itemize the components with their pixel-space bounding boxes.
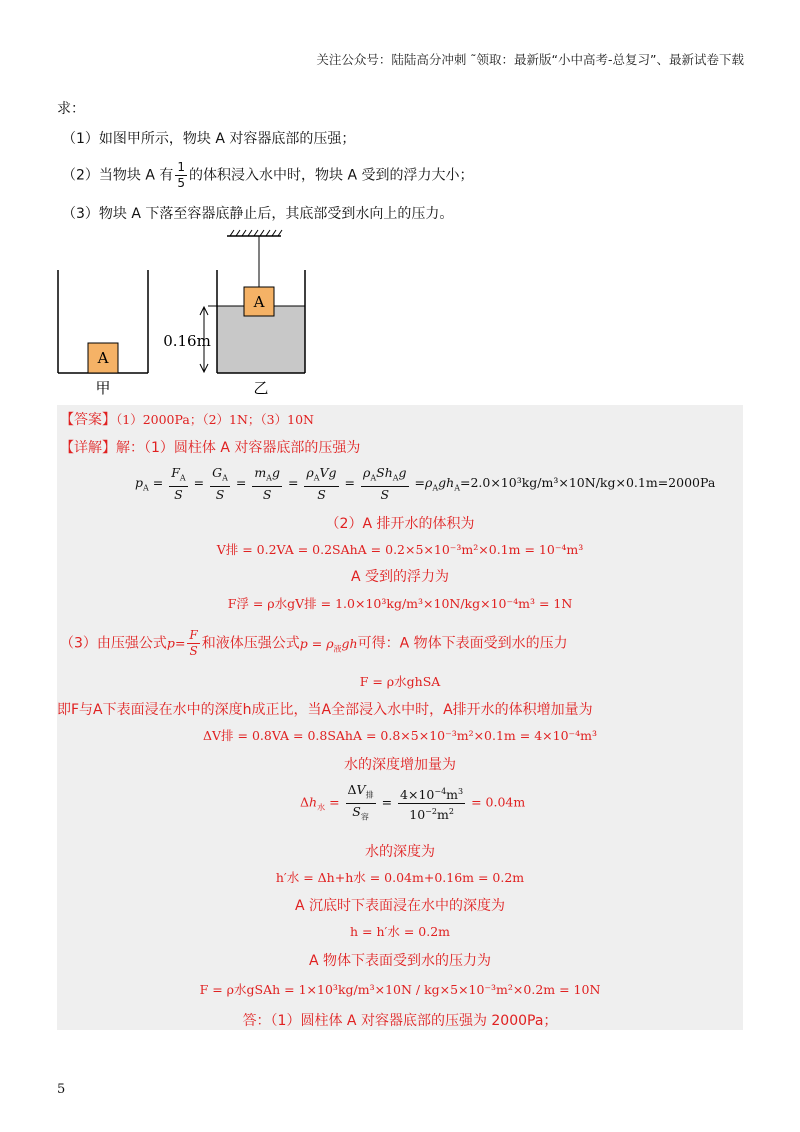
equation-1-tail: =2.0×10³kg/m³×10N/kg×0.1m=2000Pa bbox=[459, 474, 716, 490]
question-2-before: （2）当物块 A 有 bbox=[62, 167, 174, 184]
question-2-fraction-num: 1 bbox=[177, 160, 186, 174]
detail-line bbox=[60, 437, 360, 457]
question-1: （1）如图甲所示，物块 A 对容器底部的压强； bbox=[62, 131, 356, 147]
block-a-jia: A bbox=[97, 349, 109, 367]
equation-2: V排 = 0.2VA = 0.2SAhA = 0.2×5×10⁻³m²×0.1m = 10⁻⁴m³ bbox=[216, 542, 584, 557]
answer-line bbox=[60, 409, 314, 429]
question-3: （3）物块 A 下落至容器底静止后，其底部受到水向上的压力。 bbox=[62, 206, 454, 222]
container-yi bbox=[200, 230, 305, 373]
answer-tag: 【答案】 bbox=[60, 412, 116, 428]
equation-7: h′水 = Δh+h水 = 0.04m+0.16m = 0.2m bbox=[275, 870, 525, 885]
equation-4: F = ρ水ghSA bbox=[359, 674, 441, 689]
answer-text: （1）2000Pa；（2）1N；（3）10N bbox=[116, 412, 314, 427]
caption-jia: 甲 bbox=[95, 379, 111, 397]
final-answer: 答：（1）圆柱体 A 对容器底部的压强为 2000Pa； bbox=[242, 1013, 558, 1029]
equation-3: F浮 = ρ水gV排 = 1.0×10³kg/m³×10N/kg×10⁻⁴m³ = 1N bbox=[227, 596, 573, 611]
section-3-h: A 物体下表面受到水的压力为 bbox=[308, 953, 492, 969]
page-header: 关注公众号：陆陆高分冲刺 ˜领取：最新版“小中高考-总复习”、最新试卷下载 bbox=[316, 52, 744, 67]
equation-1: $p_A$ = $\frac{F_A}{S}$ = $\frac{G_A}{S}$ = $\frac{m_Ag}{S}$ = $\frac{\rho_AVg}{S}$ = $\frac{\rho_ASh_Ag}{S}$ $=\rho_Agh_A=2.0\times 10^3kg/m^3\times 10N/kg\times 0.1m=2000Pa$ bbox=[135, 465, 716, 502]
block-a-yi: A bbox=[253, 293, 265, 311]
equation-8: h = h′水 = 0.2m bbox=[349, 924, 450, 939]
height-label: 0.16m bbox=[163, 332, 211, 350]
section-2-title: （2）A 排开水的体积为 bbox=[325, 516, 475, 532]
figure bbox=[55, 228, 315, 403]
question-2 bbox=[62, 160, 474, 191]
section-3-c: 可得：A 物体下表面受到水的压力 bbox=[357, 635, 568, 652]
section-3-g: A 沉底时下表面浸在水中的深度为 bbox=[294, 898, 506, 914]
detail-tag: 【详解】 bbox=[60, 440, 116, 456]
section-3-d: 即F与A下表面浸在水中的深度h成正比，当A全部浸入水中时，A排开水的体积增加量为 bbox=[57, 702, 593, 718]
section-3-f: 水的深度为 bbox=[365, 844, 435, 860]
question-2-fraction-den: 5 bbox=[177, 176, 186, 190]
section-3-b: 和液体压强公式 bbox=[201, 635, 300, 652]
page-number: 5 bbox=[57, 1082, 66, 1097]
section-3-intro: （3）由压强公式p= $\frac{F}{S}$ 和液体压强公式$p = \rho_液gh$可得：A 物体下表面受到水的压力 bbox=[60, 628, 568, 658]
question-2-after: 的体积浸入水中时，物块 A 受到的浮力大小； bbox=[189, 167, 474, 184]
question-ask: 求： bbox=[57, 101, 85, 117]
detail-text: 解：（1）圆柱体 A 对容器底部的压强为 bbox=[116, 440, 361, 456]
equation-5: ΔV排 = 0.8VA = 0.8SAhA = 0.8×5×10⁻³m²×0.1m = 4×10⁻⁴m³ bbox=[202, 728, 598, 743]
section-3-e: 水的深度增加量为 bbox=[344, 757, 456, 773]
equation-9: F = ρ水gSAh = 1×10³kg/m³×10N / kg×5×10⁻³m²×0.2m = 10N bbox=[199, 982, 601, 997]
equation-6-tail: = 0.04m bbox=[471, 794, 526, 810]
section-2-float: A 受到的浮力为 bbox=[350, 569, 450, 585]
caption-yi: 乙 bbox=[253, 379, 269, 397]
equation-6: $\Delta h_水$ = $\frac{\Delta V_排}{S_容}$ = $\frac{4\times 10^{-4}m^3}{10^{-2}m^2}$ = 0.04m bbox=[300, 782, 526, 822]
section-3-a: （3）由压强公式 bbox=[60, 635, 167, 652]
